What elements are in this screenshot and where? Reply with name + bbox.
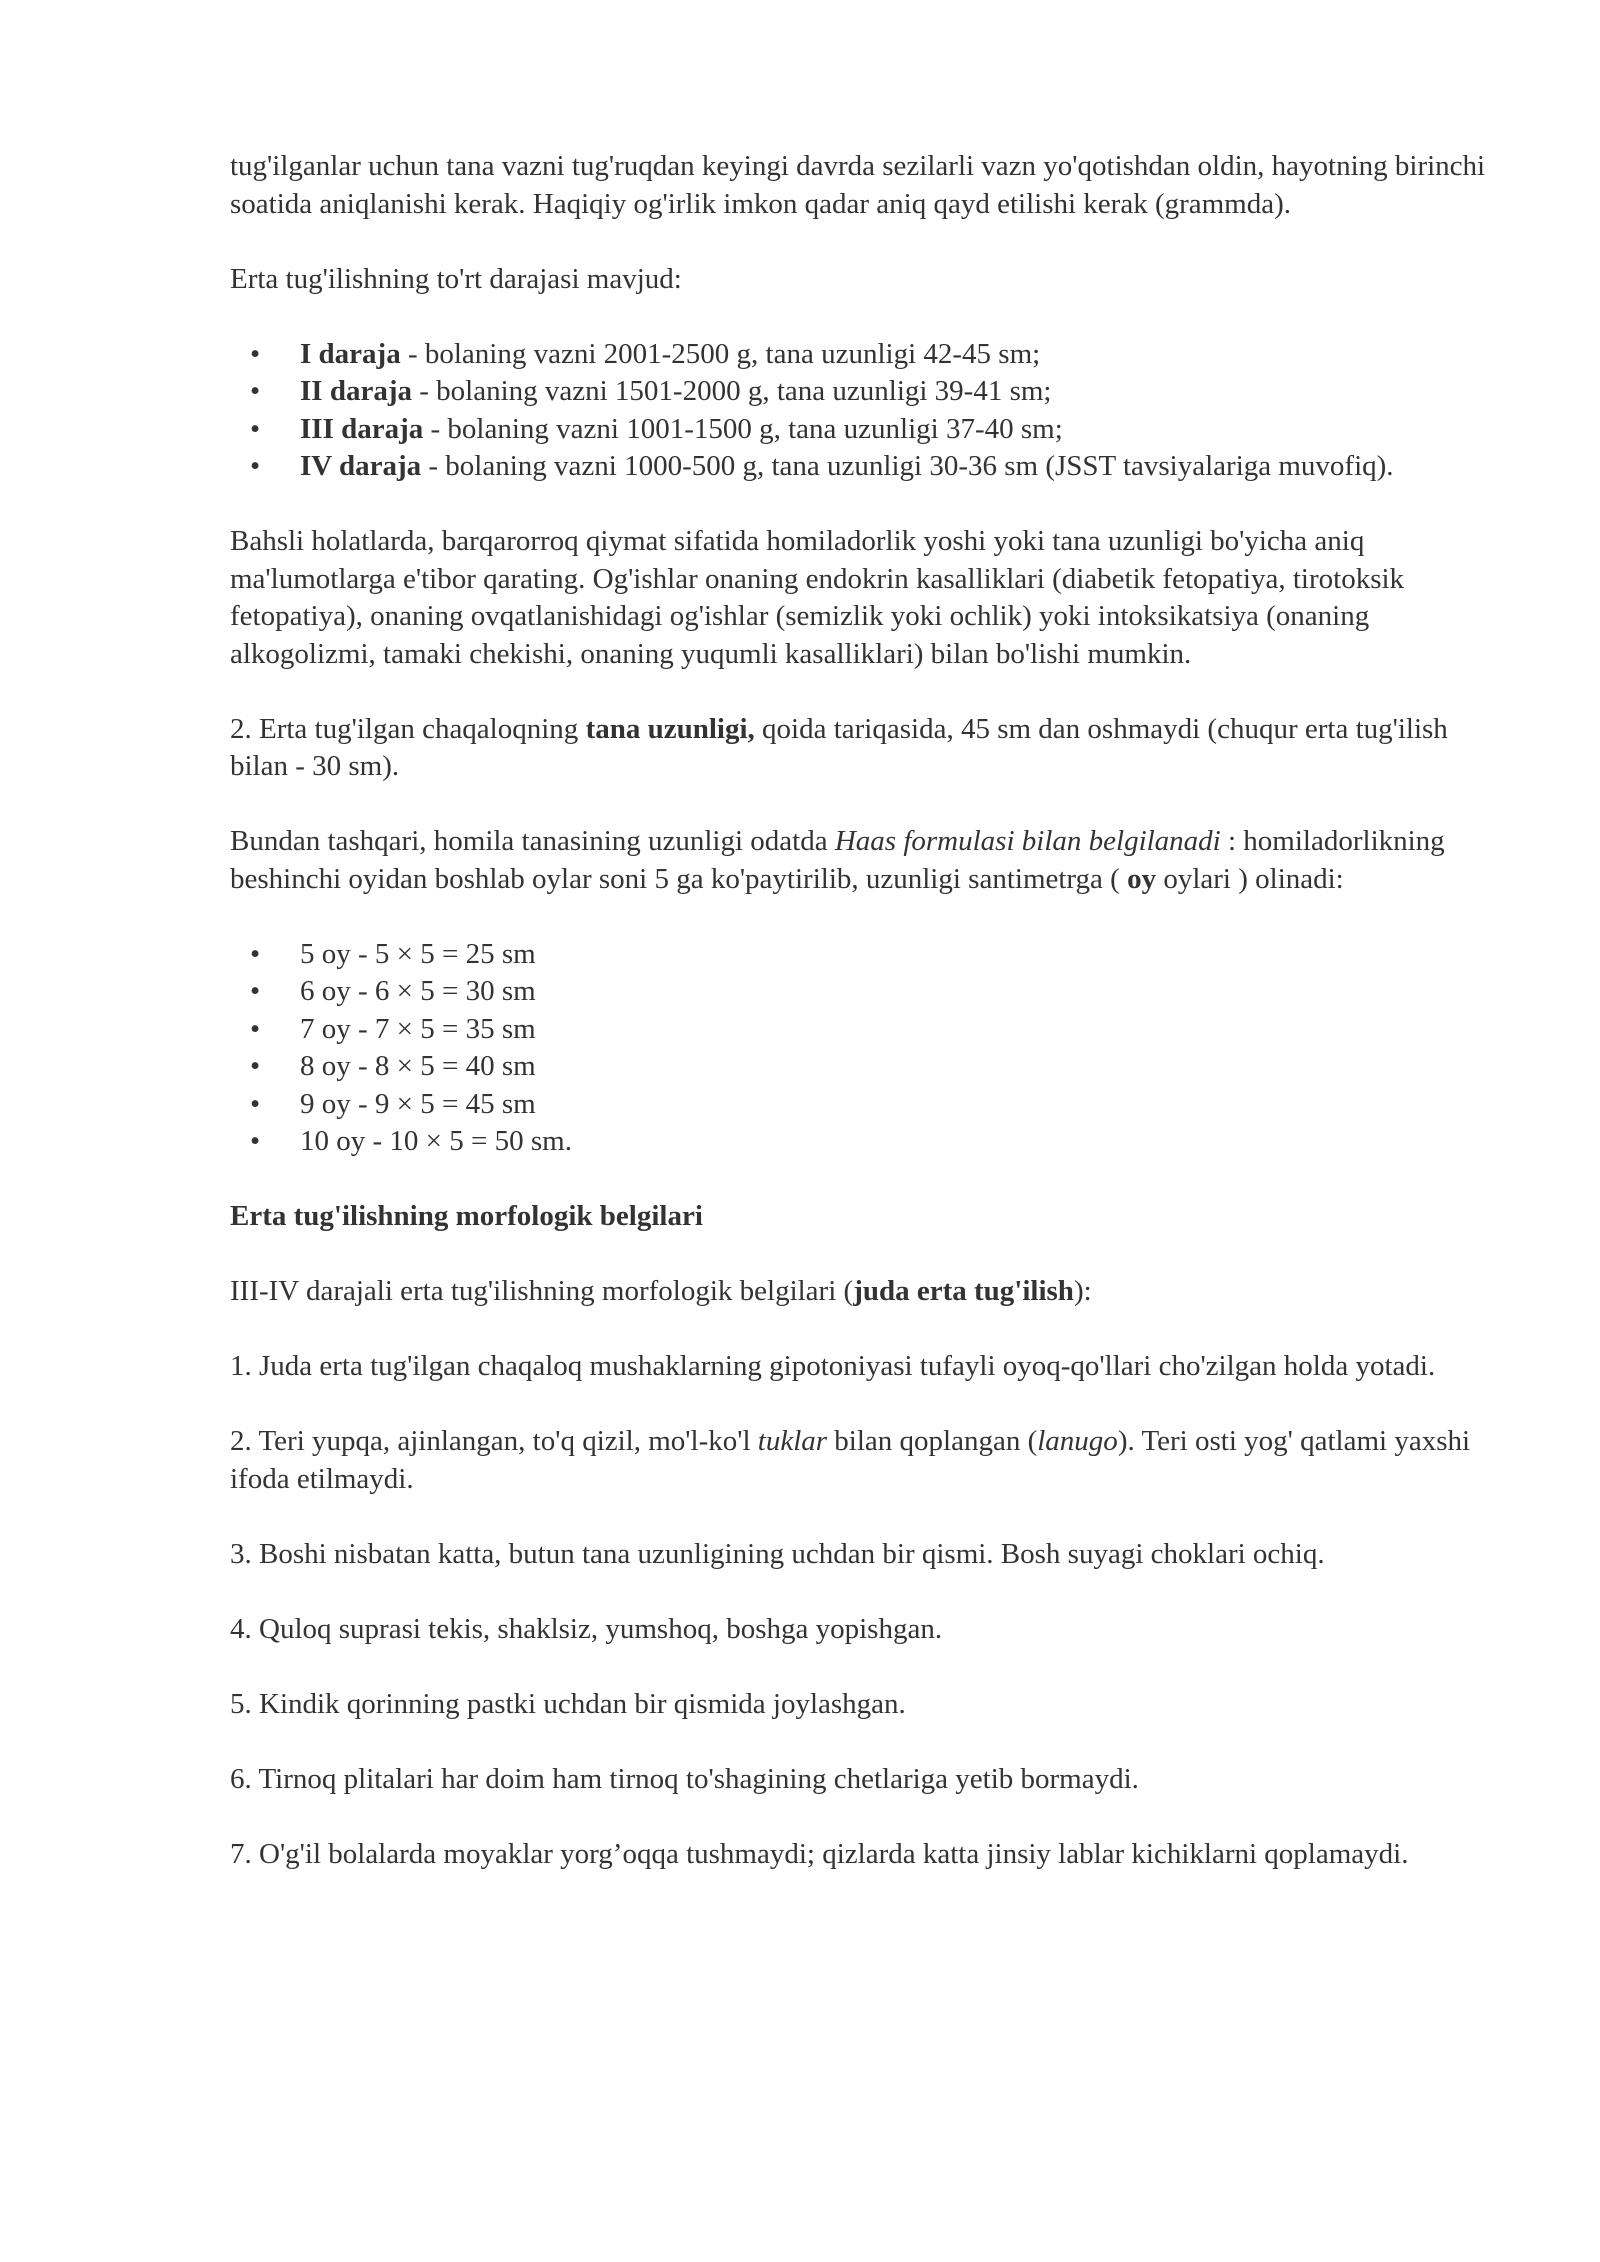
degree-text: - bolaning vazni 1000-500 g, tana uzunligi 30-36 sm (JSST tavsiyalariga muvofiq).: [421, 450, 1394, 482]
text-run: III-IV darajali erta tug'ilishning morfologik belgilari (: [230, 1275, 854, 1307]
bullet-icon: •: [250, 375, 261, 407]
list-item: [250, 336, 1510, 374]
bullet-icon: •: [250, 1125, 261, 1157]
paragraph-degrees-intro: Erta tug'ilishning to'rt darajasi mavjud:: [230, 262, 682, 295]
paragraph-sign-7: 7. O'g'il bolalarda moyaklar yorg’oqqa tushmaydi; qizlarda katta jinsiy lablar kichiklarni qoplamaydi.: [230, 1837, 1409, 1870]
text-run: ). Teri osti yog' qatlami yaxshi ifoda etilmaydi.: [230, 1425, 1471, 1495]
text-run: qoida tariqasida, 45 sm dan oshmaydi (chuqur erta tug'ilish bilan - 30 sm).: [230, 712, 1448, 782]
paragraph-body-length: [230, 711, 1510, 786]
heading-text: Erta tug'ilishning morfologik belgilari: [230, 1200, 703, 1232]
bullet-icon: •: [250, 1087, 261, 1120]
paragraph-sign-4: 4. Quloq suprasi tekis, shaklsiz, yumshoq, boshga yopishgan.: [230, 1612, 943, 1645]
section-heading-morphology: [230, 1198, 1510, 1236]
italic-run: tuklar: [757, 1425, 828, 1457]
paragraph-morph-intro: [230, 1273, 1510, 1311]
bullet-icon: •: [250, 975, 261, 1007]
list-item: [250, 1048, 1510, 1086]
bullet-icon: •: [250, 412, 261, 445]
italic-run: Haas formulasi bilan belgilanadi: [834, 825, 1221, 857]
bullet-icon: •: [250, 1050, 261, 1082]
bold-run: tana uzunligi,: [585, 712, 755, 745]
list-item: [250, 1123, 1510, 1161]
list-item: [250, 1086, 1510, 1124]
degree-text: - bolaning vazni 1001-1500 g, tana uzunligi 37-40 sm;: [423, 412, 1063, 445]
degree-text: - bolaning vazni 2001-2500 g, tana uzunligi 42-45 sm;: [400, 337, 1041, 370]
italic-run: lanugo: [1037, 1425, 1118, 1457]
bullet-icon: •: [250, 337, 261, 370]
degree-label: IV daraja: [300, 450, 422, 482]
month-text: 9 oy - 9 × 5 = 45 sm: [300, 1087, 536, 1120]
text-run: oylari ) olinadi:: [1156, 862, 1344, 895]
degrees-list: [230, 336, 1510, 486]
bold-run: oy: [1127, 862, 1157, 895]
paragraph-sign-2: [230, 1423, 1510, 1498]
list-item: [250, 411, 1510, 449]
text-run: 2. Erta tug'ilgan chaqaloqning: [230, 712, 586, 745]
text-run: ):: [1073, 1275, 1092, 1307]
degree-label: III daraja: [300, 412, 424, 445]
paragraph-intro: tug'ilganlar uchun tana vazni tug'ruqdan keyingi davrda sezilarli vazn yo'qotishdan oldin, hayotning birinchi soatida aniqlanishi kerak. Haqiqiy og'irlik imkon qadar aniq qayd etilishi kerak (grammda).: [230, 150, 1486, 220]
paragraph-sign-3: 3. Boshi nisbatan katta, butun tana uzunligining uchdan bir qismi. Bosh suyagi choklari ochiq.: [230, 1537, 1325, 1570]
paragraph-sign-1: 1. Juda erta tug'ilgan chaqaloq mushaklarning gipotoniyasi tufayli oyoq-qo'llari cho'zilgan holda yotadi.: [230, 1350, 1436, 1382]
degree-text: - bolaning vazni 1501-2000 g, tana uzunligi 39-41 sm;: [411, 375, 1052, 407]
bold-run: juda erta tug'ilish: [853, 1275, 1074, 1307]
month-text: 5 oy - 5 × 5 = 25 sm: [300, 937, 536, 970]
text-run: : homiladorlikning beshinchi oyidan boshlab oylar soni 5 ga ko'paytirilib, uzunligi santimetrga (: [230, 825, 1445, 895]
month-text: 6 oy - 6 × 5 = 30 sm: [300, 975, 536, 1007]
month-text: 7 oy - 7 × 5 = 35 sm: [300, 1012, 536, 1045]
list-item: [250, 973, 1510, 1011]
bullet-icon: •: [250, 1012, 261, 1045]
paragraph-sign-5: 5. Kindik qorinning pastki uchdan bir qismida joylashgan.: [230, 1687, 906, 1720]
list-item: [250, 936, 1510, 974]
text-run: Bundan tashqari, homila tanasining uzunligi odatda: [230, 825, 835, 857]
bullet-icon: •: [250, 937, 261, 970]
list-item: [250, 1011, 1510, 1049]
paragraph-controversial: Bahsli holatlarda, barqarorroq qiymat sifatida homiladorlik yoshi yoki tana uzunligi bo'yicha aniq ma'lumotlarga e'tibor qarating. Og'ishlar onaning endokrin kasalliklari (diabetik fetopatiya, tirotoksik fetopatiya), onaning ovqatlanishidagi og'ishlar (semizlik yoki ochlik) yoki intoksikatsiya (onaning alkogolizmi, tamaki chekishi, onaning yuqumli kasalliklari) bilan bo'lishi mumkin.: [230, 525, 1405, 670]
paragraph-sign-6: 6. Tirnoq plitalari har doim ham tirnoq to'shagining chetlariga yetib bormaydi.: [230, 1762, 1139, 1795]
month-text: 10 oy - 10 × 5 = 50 sm.: [300, 1125, 572, 1157]
paragraph-haas: [230, 823, 1510, 898]
month-text: 8 oy - 8 × 5 = 40 sm: [300, 1050, 536, 1082]
degree-label: II daraja: [300, 375, 412, 407]
degree-label: I daraja: [300, 337, 401, 370]
list-item: [250, 448, 1510, 486]
months-list: [230, 936, 1510, 1161]
list-item: [250, 373, 1510, 411]
text-run: 2. Teri yupqa, ajinlangan, to'q qizil, mo'l-ko'l: [230, 1425, 758, 1457]
bullet-icon: •: [250, 450, 261, 482]
text-run: bilan qoplangan (: [827, 1425, 1038, 1457]
document-page: [230, 148, 1510, 1911]
